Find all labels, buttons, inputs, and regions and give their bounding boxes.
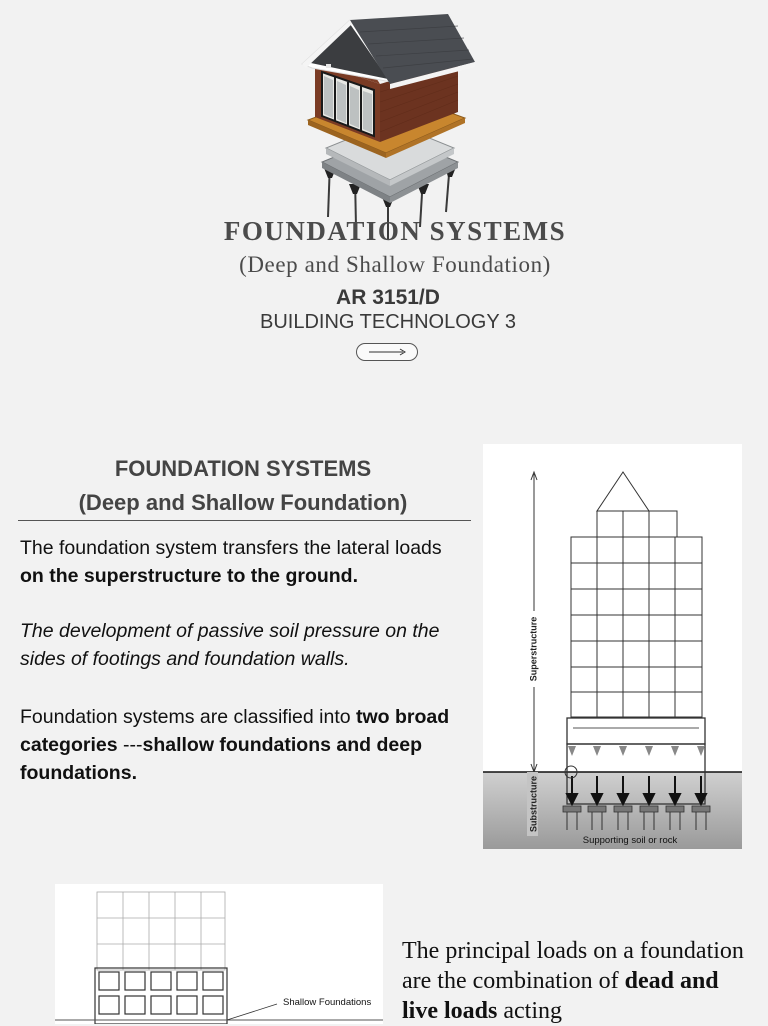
paragraph-principal-loads bbox=[402, 936, 752, 1026]
text-run: --- bbox=[117, 734, 143, 756]
next-slide-button[interactable] bbox=[356, 343, 418, 361]
bold-text-run: two broad categories bbox=[20, 706, 450, 756]
substructure-label: Substructure bbox=[528, 775, 539, 833]
paragraph-classification bbox=[20, 703, 470, 787]
title-slide bbox=[0, 0, 768, 400]
text-run: acting bbox=[497, 998, 562, 1024]
shallow-foundation-diagram bbox=[55, 884, 383, 1024]
arrow-right-icon bbox=[367, 348, 407, 356]
presentation-subtitle: (Deep and Shallow Foundation) bbox=[239, 252, 551, 277]
shallow-foundations-label: Shallow Foundations bbox=[283, 997, 372, 1008]
course-name: BUILDING TECHNOLOGY 3 bbox=[260, 311, 516, 333]
slide-heading-line-2: (Deep and Shallow Foundation) bbox=[78, 490, 408, 515]
slide-heading bbox=[18, 452, 468, 520]
slide-heading-line-1: FOUNDATION SYSTEMS bbox=[114, 456, 372, 481]
bold-text-run: on the superstructure to the ground. bbox=[20, 565, 359, 587]
bold-text-run: dead and live loads bbox=[402, 968, 719, 1024]
text-run: Foundation systems are classified into bbox=[20, 706, 356, 728]
bold-text-run: shallow foundations and deep foundations. bbox=[20, 734, 422, 784]
paragraph-passive-soil-pressure: The development of passive soil pressure on the sides of footings and foundation walls. bbox=[20, 620, 440, 670]
supporting-soil-label: Supporting soil or rock bbox=[582, 835, 678, 846]
text-run: The foundation system transfers the lateral loads bbox=[20, 537, 442, 559]
course-code: AR 3151/D bbox=[336, 286, 440, 309]
presentation-title: FOUNDATION SYSTEMS bbox=[223, 216, 567, 246]
heading-divider bbox=[18, 520, 471, 521]
superstructure-substructure-diagram bbox=[483, 444, 742, 849]
house-foundation-illustration bbox=[290, 12, 480, 242]
paragraph-load-transfer bbox=[20, 534, 470, 590]
superstructure-label: Superstructure bbox=[528, 616, 539, 682]
text-run: The principal loads on a foundation are the combination of bbox=[402, 938, 744, 994]
